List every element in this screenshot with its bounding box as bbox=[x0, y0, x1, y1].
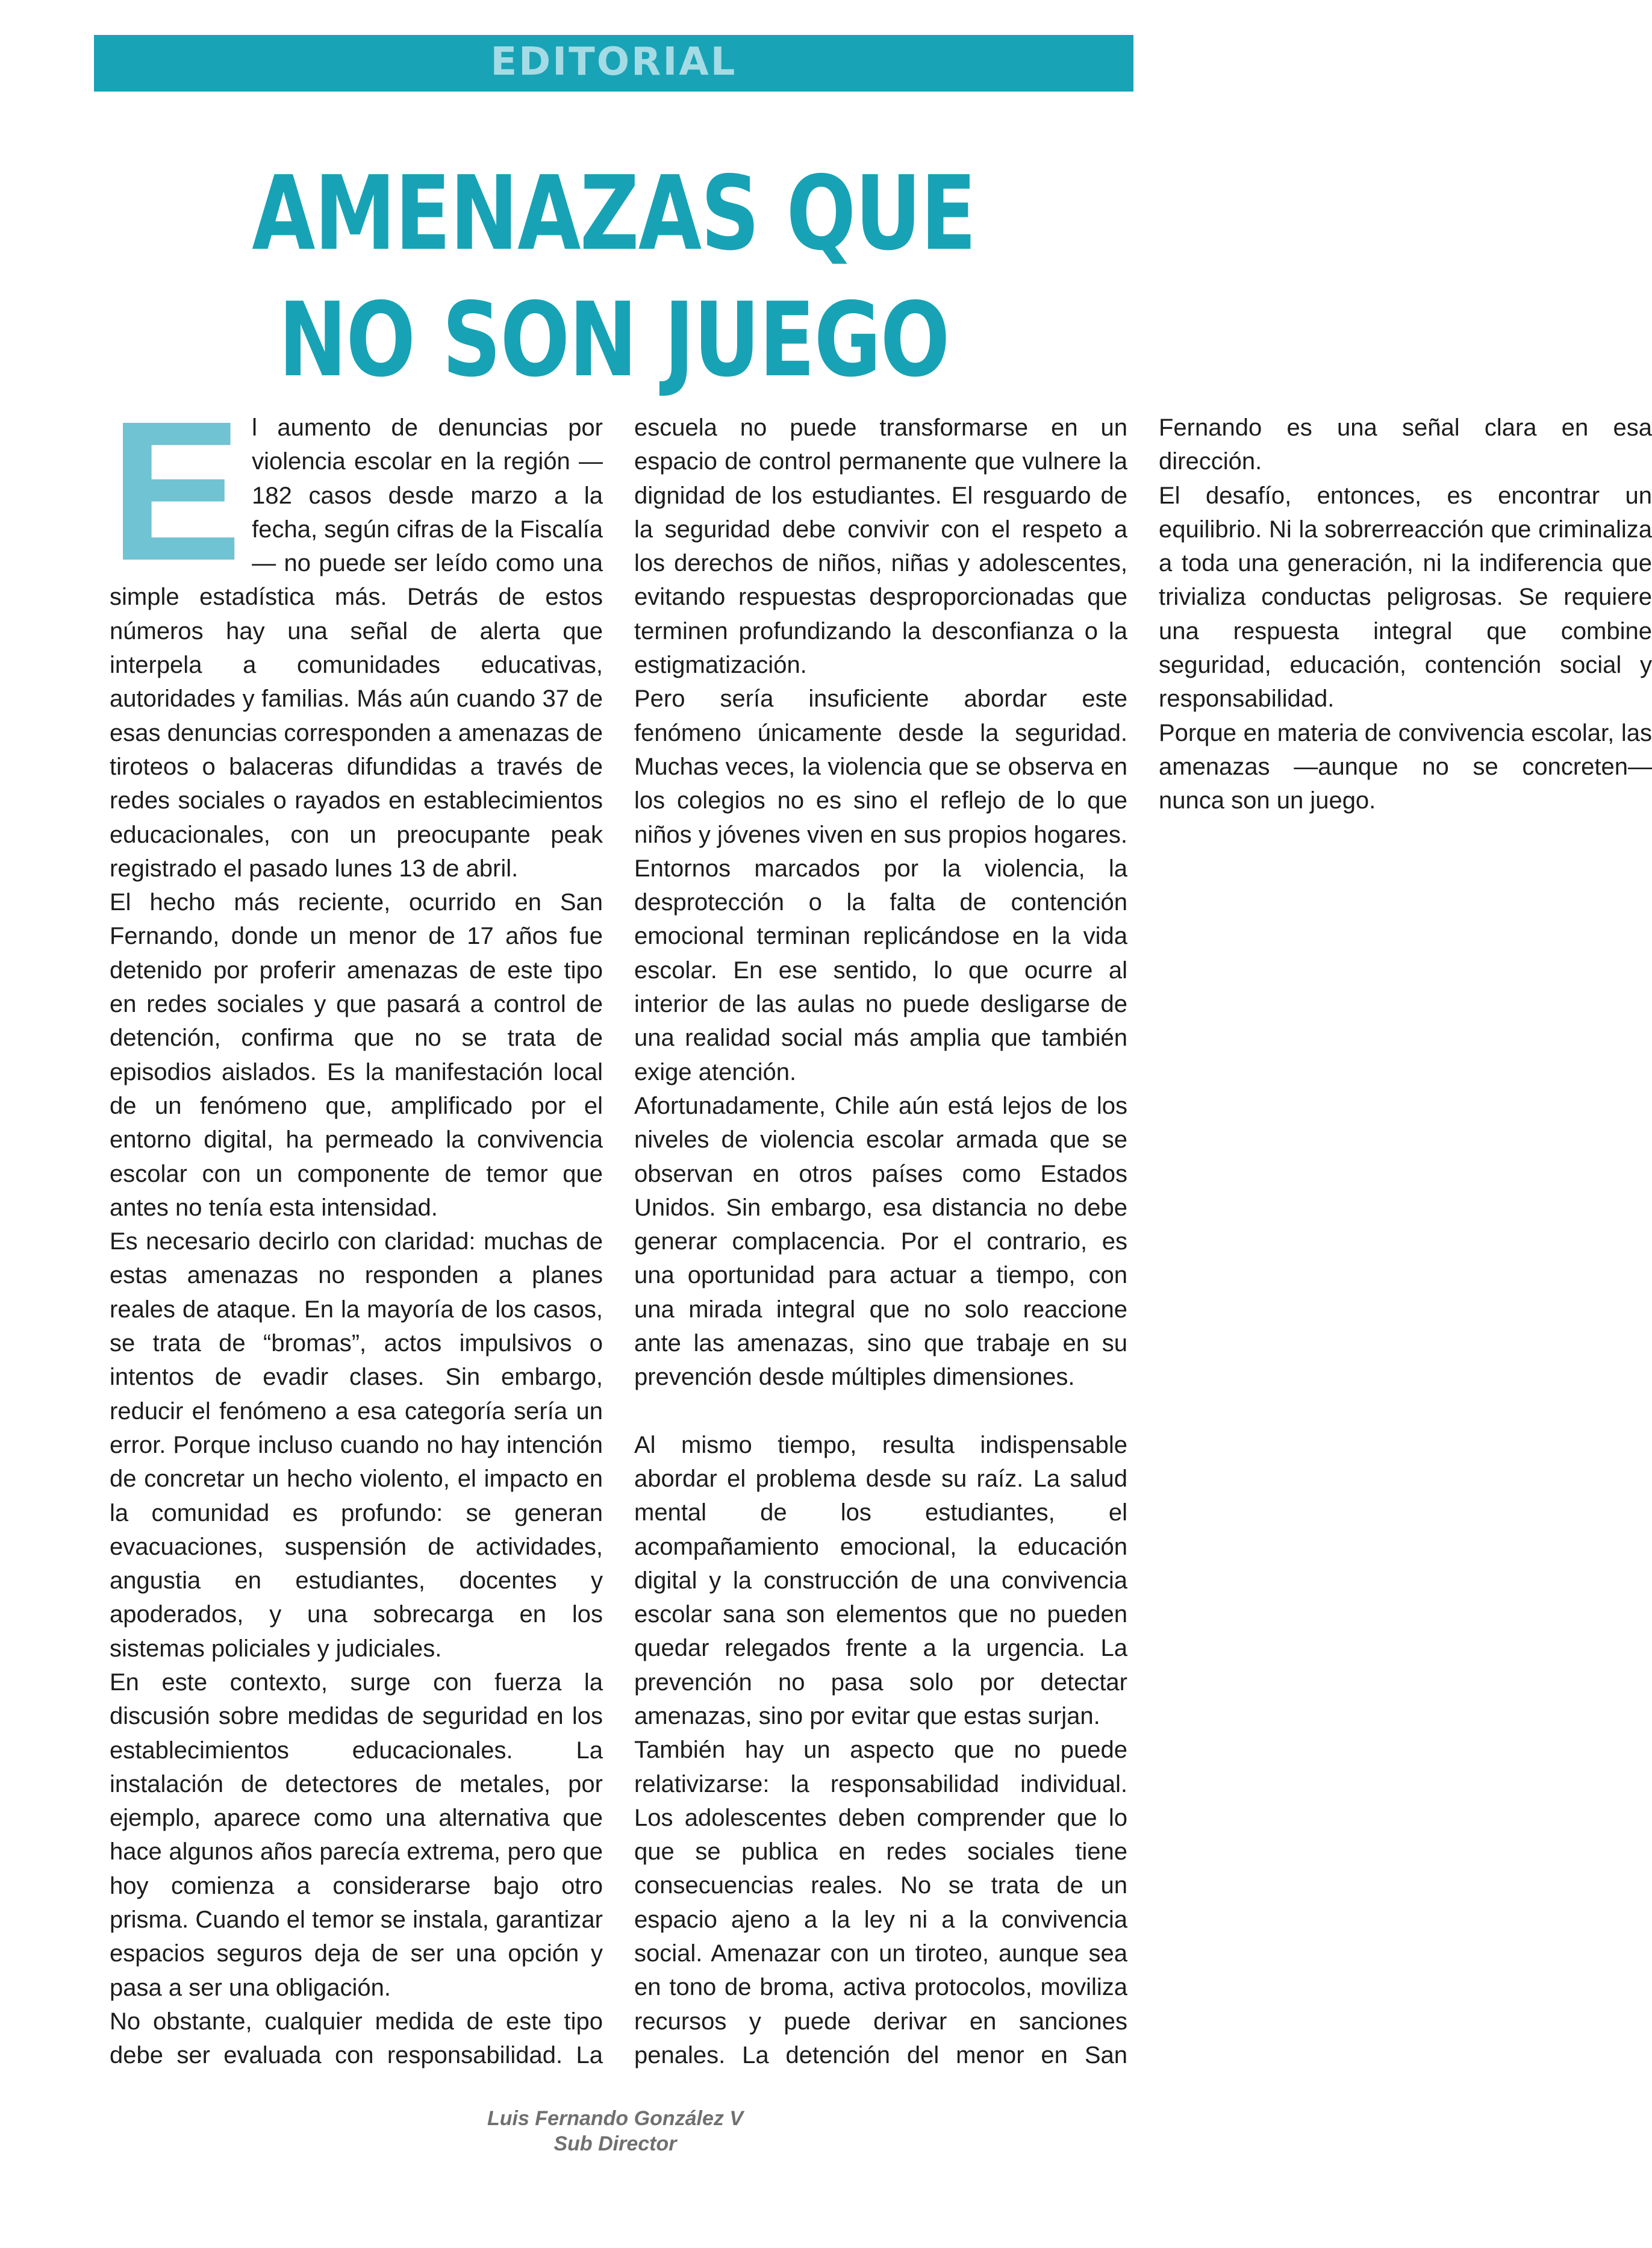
author-signature bbox=[0, 2106, 1230, 2156]
author-name: Luis Fernando González V bbox=[487, 2107, 744, 2130]
section-label: EDITORIAL bbox=[490, 40, 737, 84]
article-paragraph-5: No obstante, cualquier medida de este tipo debe ser evaluada con responsabilidad. La escuela no puede transformarse en un espacio de control permanente que vulnere la dignidad de los estudiantes. El resguardo de la seguridad debe convivir con el respeto a los derechos de niños, niñas y adolescentes, evitando respuestas desproporcionadas que terminen profundizando la desconfianza o la estigmatización. bbox=[110, 414, 1127, 2069]
section-header-bar bbox=[94, 35, 1133, 92]
article-paragraph-8: Al mismo tiempo, resulta indispensable abordar el problema desde su raíz. La salud mental de los estudiantes, el acompañamiento emocional, la educación digital y la construcción de una convivencia escolar sana son elementos que no pueden quedar relegados frente a la urgencia. La prevención no pasa solo por detectar amenazas, sino por evitar que estas surjan. bbox=[634, 1431, 1127, 1729]
article-paragraph-3: Es necesario decirlo con claridad: muchas de estas amenazas no responden a planes reales de ataque. En la mayoría de los casos, se trata de “bromas”, actos impulsivos o intentos de evadir clases. Sin embargo, reducir el fenómeno a esa categoría sería un error. Porque incluso cuando no hay intención de concretar un hecho violento, el impacto en la comunidad es profundo: se generan evacuaciones, suspensión de actividades, angustia en estudiantes, docentes y apoderados, y una sobrecarga en los sistemas policiales y judiciales. bbox=[110, 1228, 603, 1662]
article-paragraph-11: Porque en materia de convivencia escolar, las amenazas —aunque no se concreten— nunca son un juego. bbox=[1159, 719, 1652, 814]
article-paragraph-2: El hecho más reciente, ocurrido en San Fernando, donde un menor de 17 años fue detenido por proferir amenazas de este tipo en redes sociales y que pasará a control de detención, confirma que no se trata de episodios aislados. Es la manifestación local de un fenómeno que, amplificado por el entorno digital, ha permeado la convivencia escolar con un componente de temor que antes no tenía esta intensidad. bbox=[110, 889, 603, 1221]
author-role: Sub Director bbox=[553, 2132, 677, 2155]
article-paragraph-1: El aumento de denuncias por violencia escolar en la región —182 casos desde marzo a la fecha, según cifras de la Fiscalía— no puede ser leído como una simple estadística más. Detrás de estos números hay una señal de alerta que interpela a comunidades educativas, autoridades y familias. Más aún cuando 37 de esas denuncias corresponden a amenazas de tiroteos o balaceras difundidas a través de redes sociales o rayados en establecimientos educacionales, con un preocupante peak registrado el pasado lunes 13 de abril. bbox=[110, 379, 603, 882]
drop-cap: E bbox=[110, 379, 243, 602]
article-paragraph-4: En este contexto, surge con fuerza la discusión sobre medidas de seguridad en los establecimientos educacionales. La instalación de detectores de metales, por ejemplo, aparece como una alternativa que hace algunos años parecía extrema, pero que hoy comienza a considerarse bajo otro prisma. Cuando el temor se instala, garantizar espacios seguros deja de ser una opción y pasa a ser una obligación. bbox=[110, 1669, 603, 2001]
headline-line-1: AMENAZAS QUE bbox=[252, 154, 976, 273]
article-paragraph-7: Afortunadamente, Chile aún está lejos de los niveles de violencia escolar armada que se observan en otros países como Estados Unidos. Sin embargo, esa distancia no debe generar complacencia. Por el contrario, es una oportunidad para actuar a tiempo, con una mirada integral que no solo reaccione ante las amenazas, sino que trabaje en su prevención desde múltiples dimensiones. bbox=[634, 1092, 1127, 1391]
article-paragraph-10: El desafío, entonces, es encontrar un equilibrio. Ni la sobrerreacción que criminaliza a toda una generación, ni la indiferencia que trivializa conductas peligrosas. Se requiere una respuesta integral que combine seguridad, educación, contención social y responsabilidad. bbox=[1159, 482, 1652, 713]
article-body bbox=[110, 379, 1652, 2091]
headline bbox=[94, 151, 1133, 404]
article-paragraph-6: Pero sería insuficiente abordar este fenómeno únicamente desde la seguridad. Muchas veces, la violencia que se observa en los colegios no es sino el reflejo de lo que niños y jóvenes viven en sus propios hogares. Entornos marcados por la violencia, la desprotección o la falta de contención emocional terminan replicándose en la vida escolar. En ese sentido, lo que ocurre al interior de las aulas no puede desligarse de una realidad social más amplia que también exige atención. bbox=[634, 685, 1127, 1085]
article-paragraph-9: También hay un aspecto que no puede relativizarse: la responsabilidad individual. Los adolescentes deben comprender que lo que se publica en redes sociales tiene consecuencias reales. No se trata de un espacio ajeno a la ley ni a la convivencia social. Amenazar con un tiroteo, aunque sea en tono de broma, activa protocolos, moviliza recursos y puede derivar en sanciones penales. La detención del menor en San Fernando es una señal clara en esa dirección. bbox=[634, 414, 1652, 2068]
headline-line-2: NO SON JUEGO bbox=[278, 281, 949, 400]
